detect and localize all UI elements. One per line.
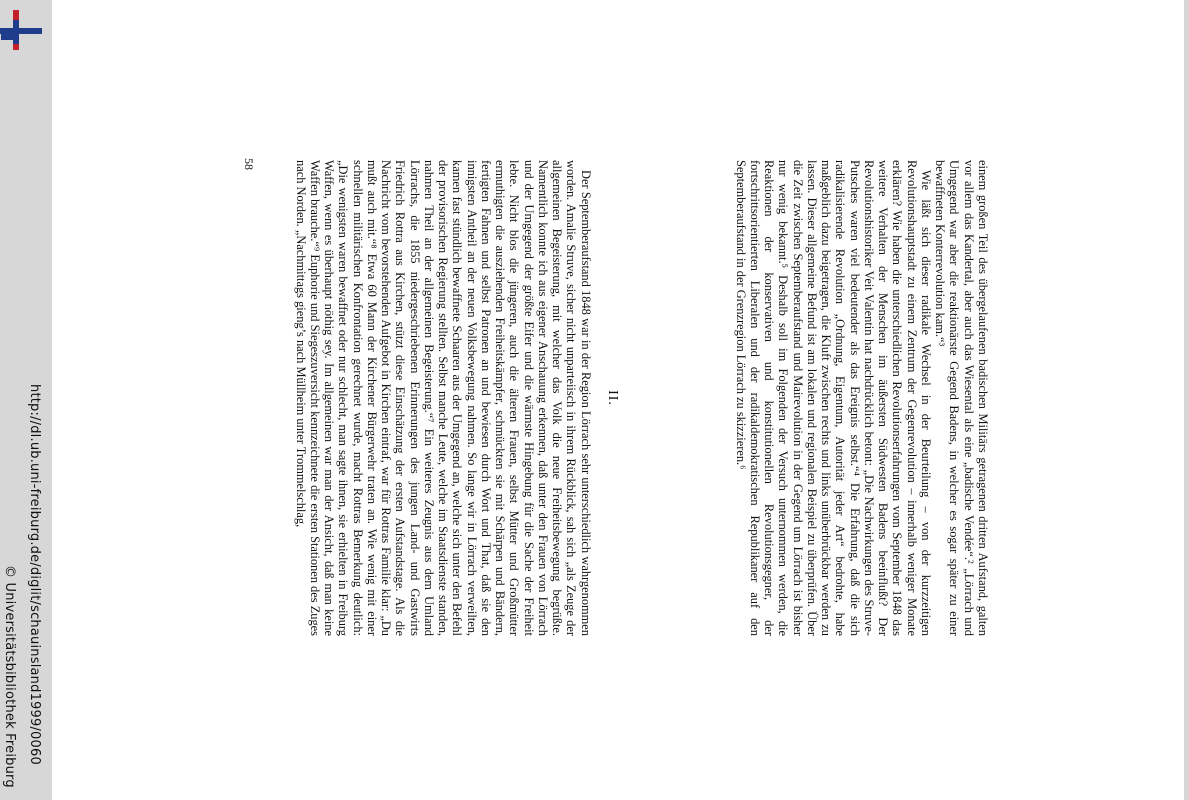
page-number: 58	[242, 158, 256, 170]
right-scroll-strip[interactable]	[1184, 0, 1189, 800]
copyright-notice: © Universitätsbibliothek Freiburg	[2, 565, 17, 788]
sidebar	[0, 0, 52, 800]
document-url[interactable]: http://dl.ub.uni-freiburg.de/diglit/schauinsland1999/0060	[27, 384, 42, 765]
paragraph-1: einem großen Teil des übergelaufenen badischen Militärs getragenen dritten Aufstand, galten vor allem das Kandertal, aber auch das Wiesental als eine „badische Vendée“.² „Lörrach und Umgegend war aber die reaktionärste Gegend Badens, in welcher es sogar später zu einer bewaffneten Konterrevolution kam.“³	[933, 160, 990, 636]
first-text-block	[638, 160, 990, 636]
page-content	[240, 160, 990, 636]
section-heading: II.	[605, 390, 620, 406]
paragraph-2: Wie läßt sich dieser radikale Wechsel in der Beurteilung – von der kurzzeitigen Revolutionshauptstadt zu einem Zentrum der Gegenrevolution – innerhalb weniger Monate erklären? Wie haben die unterschiedlichen Revolutionserfahrungen vom September 1848 das weitere Verhalten der Menschen im äußersten Südwesten Badens beeinflußt? Der Revolutionshistoriker Veit Valentin hat nachdrücklich betont: „Die Nachwirkungen des Struve-Putsches waren viel bedeutender als das Ereignis selbst.“⁴ Die Erfahrung, daß die sich radikalisierende Revolution „Ordnung, Eigentum, Autorität jeder Art“ bedrohte, habe maßgeblich dazu beigetragen, die Kluft zwischen rechts und links unüberbrückbar werden zu lassen. Dieser allgemeine Befund ist am lokalen und regionalen Beispiel zu überprüfen. Über die Zeit zwischen Septemberaufstand und Mairevolution in der Gegend um Lörrach ist bisher nur wenig bekannt.⁵ Deshalb soll im Folgenden der Versuch unternommen werden, die Reaktionen der konservativen und konstitutionellen Revolutionsgegner, der fortschrittsorientierten Liberalen und der radikaldemokratischen Republikaner auf den Septemberaufstand in der Grenzregion Lörrach zu skizzieren.⁶	[733, 160, 933, 636]
paragraph-3: Der Septemberaufstand 1848 war in der Region Lörrach sehr unterschiedlich wahrgenommen worden. Amalie Struve, sicher nicht unparteiisch in ihrem Rückblick, sah sich „als Zeuge der allgemeinen Begeisterung, mit welcher das Volk die neue Freiheitsbewegung begrüßte. Namentlich konnte ich aus eigener Anschauung erkennen, daß unter den Frauen von Lörrach und der Umgegend der größte Eifer und die wärmste Hingebung für die Sache der Freiheit lebte. Nicht blos die jüngeren, auch die älteren Frauen, selbst Mütter und Großmütter ermuthigten die ausziehenden Freiheitskämpfer, schmückten sie mit Schärpen und Bändern, fertigten Fahnen und selbst Patronen an und bewiesen durch Wort und That, daß sie den innigsten Antheil an der neuen Volksbewegung nahmen. So lange wir in Lörrach verweilten, kamen fast stündlich bewaffnete Schaaren aus der Umgegend an, welche sich unter den Befehl der provisorischen Regierung stellten. Selbst manche Leute, welche im Staatsdienste standen, nahmen Theil an der allgemeinen Begeisterung.“⁷ Ein weiteres Zeugnis aus dem Umland Lörrachs, die 1855 niedergeschriebenen Erinnerungen des jungen Land- und Gastwirts Friedrich Rottra aus Kirchen, stützt diese Einschätzung der ersten Aufstandstage. Als die Nachricht vom bevorstehenden Aufgebot in Kirchen eintraf, war für Rottras Familie klar: „Du mußt auch mit.“⁸ Etwa 60 Mann der Kirchener Bürgerwehr traten an. Wie wenig mit einer schnellen militärischen Konfrontation gerechnet wurde, macht Rottras Bemerkung deutlich: „Die wenigsten waren bewaffnet oder nur schlecht, man sagte ihnen, sie erhielten in Freiburg Waffen, wenn es überhaupt nöthig sey. Im allgemeinen war man der Ansicht, daß man keine Waffen brauche.“⁹ Euphorie und Siegeszuversicht kennzeichnete die ersten Stationen des Zuges nach Norden. „Nachmittags gieng’s nach Müllheim unter Trommelschlag,	[293, 160, 593, 636]
